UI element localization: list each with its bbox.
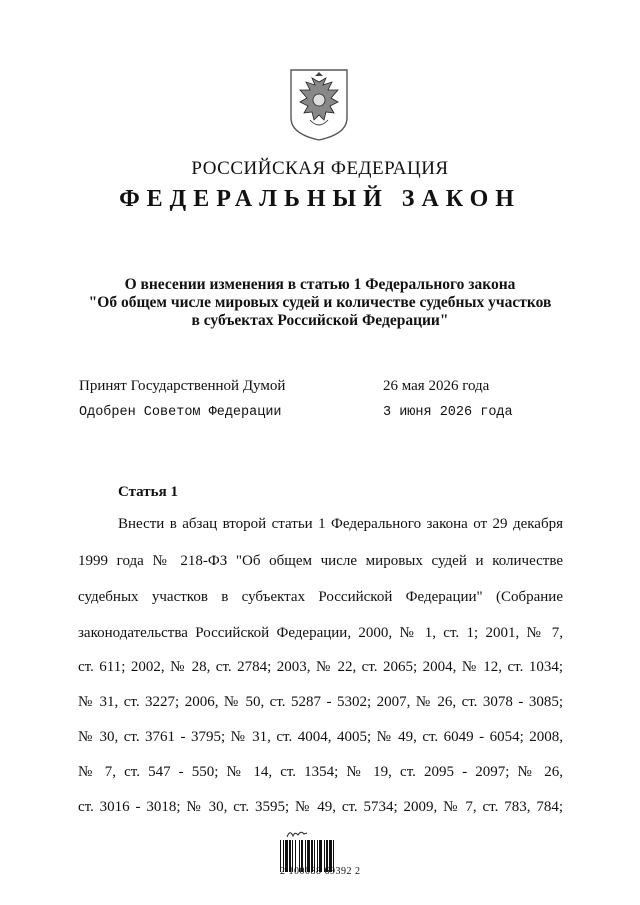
article-text-line: 1999 года № 218-ФЗ "Об общем числе мировых судей и количестве xyxy=(78,553,563,569)
adoption-date: 3 июня 2026 года xyxy=(383,405,513,420)
adoption-date: 26 мая 2026 года xyxy=(383,378,490,394)
adoption-label: Принят Государственной Думой xyxy=(79,378,286,394)
law-title xyxy=(70,276,570,330)
law-title-line: в субъектах Российской Федерации" xyxy=(191,312,449,329)
article-text-line: ст. 3016 - 3018; № 30, ст. 3595; № 49, ст. 5734; 2009, № 7, ст. 783, 784; xyxy=(78,799,563,815)
document-type-heading: ФЕДЕРАЛЬНЫЙ ЗАКОН xyxy=(119,186,521,212)
article-text-line: № 30, ст. 3761 - 3795; № 31, ст. 4004, 4005; № 49, ст. 6049 - 6054; 2008, xyxy=(78,729,563,745)
adoption-label: Одобрен Советом Федерации xyxy=(79,405,282,420)
article-text-line: законодательства Российской Федерации, 2000, № 1, ст. 1; 2001, № 7, xyxy=(78,625,563,641)
article-text-line: ст. 611; 2002, № 28, ст. 2784; 2003, № 22, ст. 2065; 2004, № 12, ст. 1034; xyxy=(78,659,563,675)
article-text-line: Внести в абзац второй статьи 1 Федерального закона от 29 декабря xyxy=(118,516,563,532)
article-text-line: судебных участков в субъектах Российской Федерации" (Собрание xyxy=(78,589,563,605)
barcode-number: 2 100088 69392 2 xyxy=(280,866,361,877)
article-text-line: № 31, ст. 3227; 2006, № 50, ст. 5287 - 5302; 2007, № 26, ст. 3078 - 3085; xyxy=(78,694,563,710)
article-heading: Статья 1 xyxy=(118,484,178,500)
law-title-line: О внесении изменения в статью 1 Федерального закона xyxy=(124,276,516,293)
article-text-line: № 7, ст. 547 - 550; № 14, ст. 1354; № 19, ст. 2095 - 2097; № 26, xyxy=(78,764,563,780)
coat-of-arms-emblem xyxy=(288,68,350,142)
law-title-line: "Об общем числе мировых судей и количестве судебных участков xyxy=(88,294,552,311)
country-name: РОССИЙСКАЯ ФЕДЕРАЦИЯ xyxy=(191,158,449,179)
